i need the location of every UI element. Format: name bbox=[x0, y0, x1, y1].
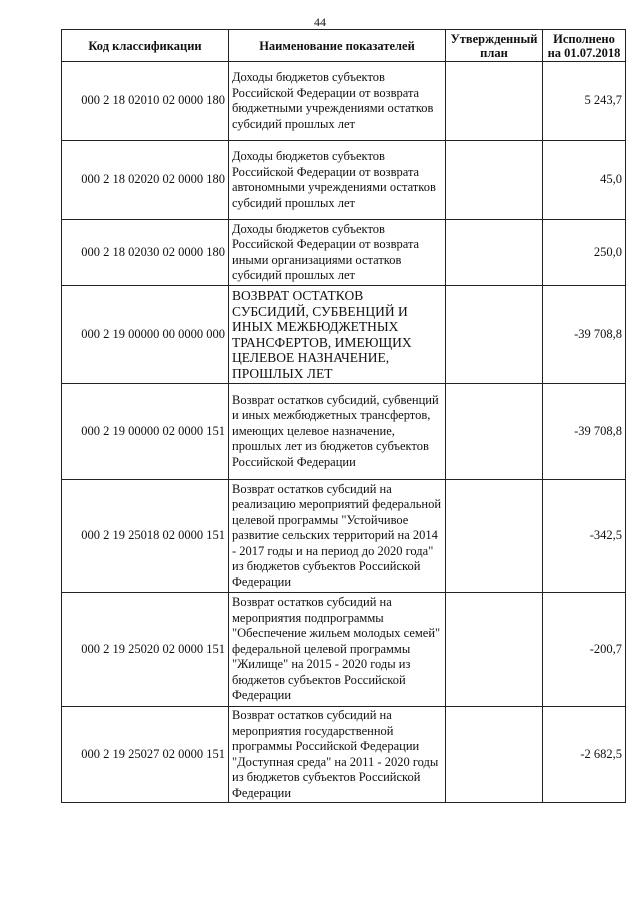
cell-plan bbox=[446, 593, 543, 707]
cell-code: 000 2 18 02010 02 0000 180 bbox=[62, 62, 229, 141]
cell-done: 5 243,7 bbox=[543, 62, 626, 141]
table-row bbox=[62, 286, 626, 384]
table-body bbox=[62, 62, 626, 803]
table-row bbox=[62, 141, 626, 220]
cell-code: 000 2 19 25020 02 0000 151 bbox=[62, 593, 229, 707]
header-done: Исполнено на 01.07.2018 bbox=[543, 30, 626, 62]
cell-name: ВОЗВРАТ ОСТАТКОВ СУБСИДИЙ, СУБВЕНЦИЙ И ИНЫХ МЕЖБЮДЖЕТНЫХ ТРАНСФЕРТОВ, ИМЕЮЩИХ ЦЕЛЕВОЕ НАЗНАЧЕНИЕ, ПРОШЛЫХ ЛЕТ bbox=[229, 286, 446, 384]
cell-plan bbox=[446, 220, 543, 286]
cell-code: 000 2 19 25027 02 0000 151 bbox=[62, 707, 229, 803]
cell-plan bbox=[446, 141, 543, 220]
cell-plan bbox=[446, 707, 543, 803]
cell-done: -39 708,8 bbox=[543, 384, 626, 480]
table-row bbox=[62, 480, 626, 593]
header-plan: Утвержденный план bbox=[446, 30, 543, 62]
table-row bbox=[62, 62, 626, 141]
header-name: Наименование показателей bbox=[229, 30, 446, 62]
cell-code: 000 2 19 00000 02 0000 151 bbox=[62, 384, 229, 480]
cell-name: Возврат остатков субсидий на мероприятия государственной программы Российской Федерации "Доступная среда" на 2011 - 2020 годы из бюджетов субъектов Российской Федерации bbox=[229, 707, 446, 803]
table-row bbox=[62, 707, 626, 803]
cell-done: -2 682,5 bbox=[543, 707, 626, 803]
budget-table bbox=[61, 29, 626, 803]
table-row bbox=[62, 593, 626, 707]
cell-code: 000 2 19 25018 02 0000 151 bbox=[62, 480, 229, 593]
cell-plan bbox=[446, 62, 543, 141]
cell-name: Возврат остатков субсидий на мероприятия подпрограммы "Обеспечение жильем молодых семей" федеральной целевой программы "Жилище" на 2015 - 2020 годы из бюджетов субъектов Российской Федерации bbox=[229, 593, 446, 707]
cell-done: 250,0 bbox=[543, 220, 626, 286]
cell-done: -342,5 bbox=[543, 480, 626, 593]
cell-code: 000 2 19 00000 00 0000 000 bbox=[62, 286, 229, 384]
cell-name: Возврат остатков субсидий на реализацию мероприятий федеральной целевой программы "Устойчивое развитие сельских территорий на 2014 - 2017 годы и на период до 2020 года" из бюджетов субъектов Российской Федерации bbox=[229, 480, 446, 593]
cell-name: Возврат остатков субсидий, субвенций и иных межбюджетных трансфертов, имеющих целевое назначение, прошлых лет из бюджетов субъектов Российской Федерации bbox=[229, 384, 446, 480]
cell-name: Доходы бюджетов субъектов Российской Федерации от возврата бюджетными учреждениями остатков субсидий прошлых лет bbox=[229, 62, 446, 141]
cell-done: 45,0 bbox=[543, 141, 626, 220]
cell-code: 000 2 18 02030 02 0000 180 bbox=[62, 220, 229, 286]
table-header-row bbox=[62, 30, 626, 62]
cell-plan bbox=[446, 384, 543, 480]
page-number: 44 bbox=[314, 15, 326, 29]
cell-plan bbox=[446, 286, 543, 384]
table-row bbox=[62, 384, 626, 480]
cell-code: 000 2 18 02020 02 0000 180 bbox=[62, 141, 229, 220]
table-row bbox=[62, 220, 626, 286]
cell-name: Доходы бюджетов субъектов Российской Федерации от возврата автономными учреждениями остатков субсидий прошлых лет bbox=[229, 141, 446, 220]
cell-done: -39 708,8 bbox=[543, 286, 626, 384]
header-code: Код классификации bbox=[62, 30, 229, 62]
cell-done: -200,7 bbox=[543, 593, 626, 707]
cell-plan bbox=[446, 480, 543, 593]
cell-name: Доходы бюджетов субъектов Российской Федерации от возврата иными организациями остатков субсидий прошлых лет bbox=[229, 220, 446, 286]
